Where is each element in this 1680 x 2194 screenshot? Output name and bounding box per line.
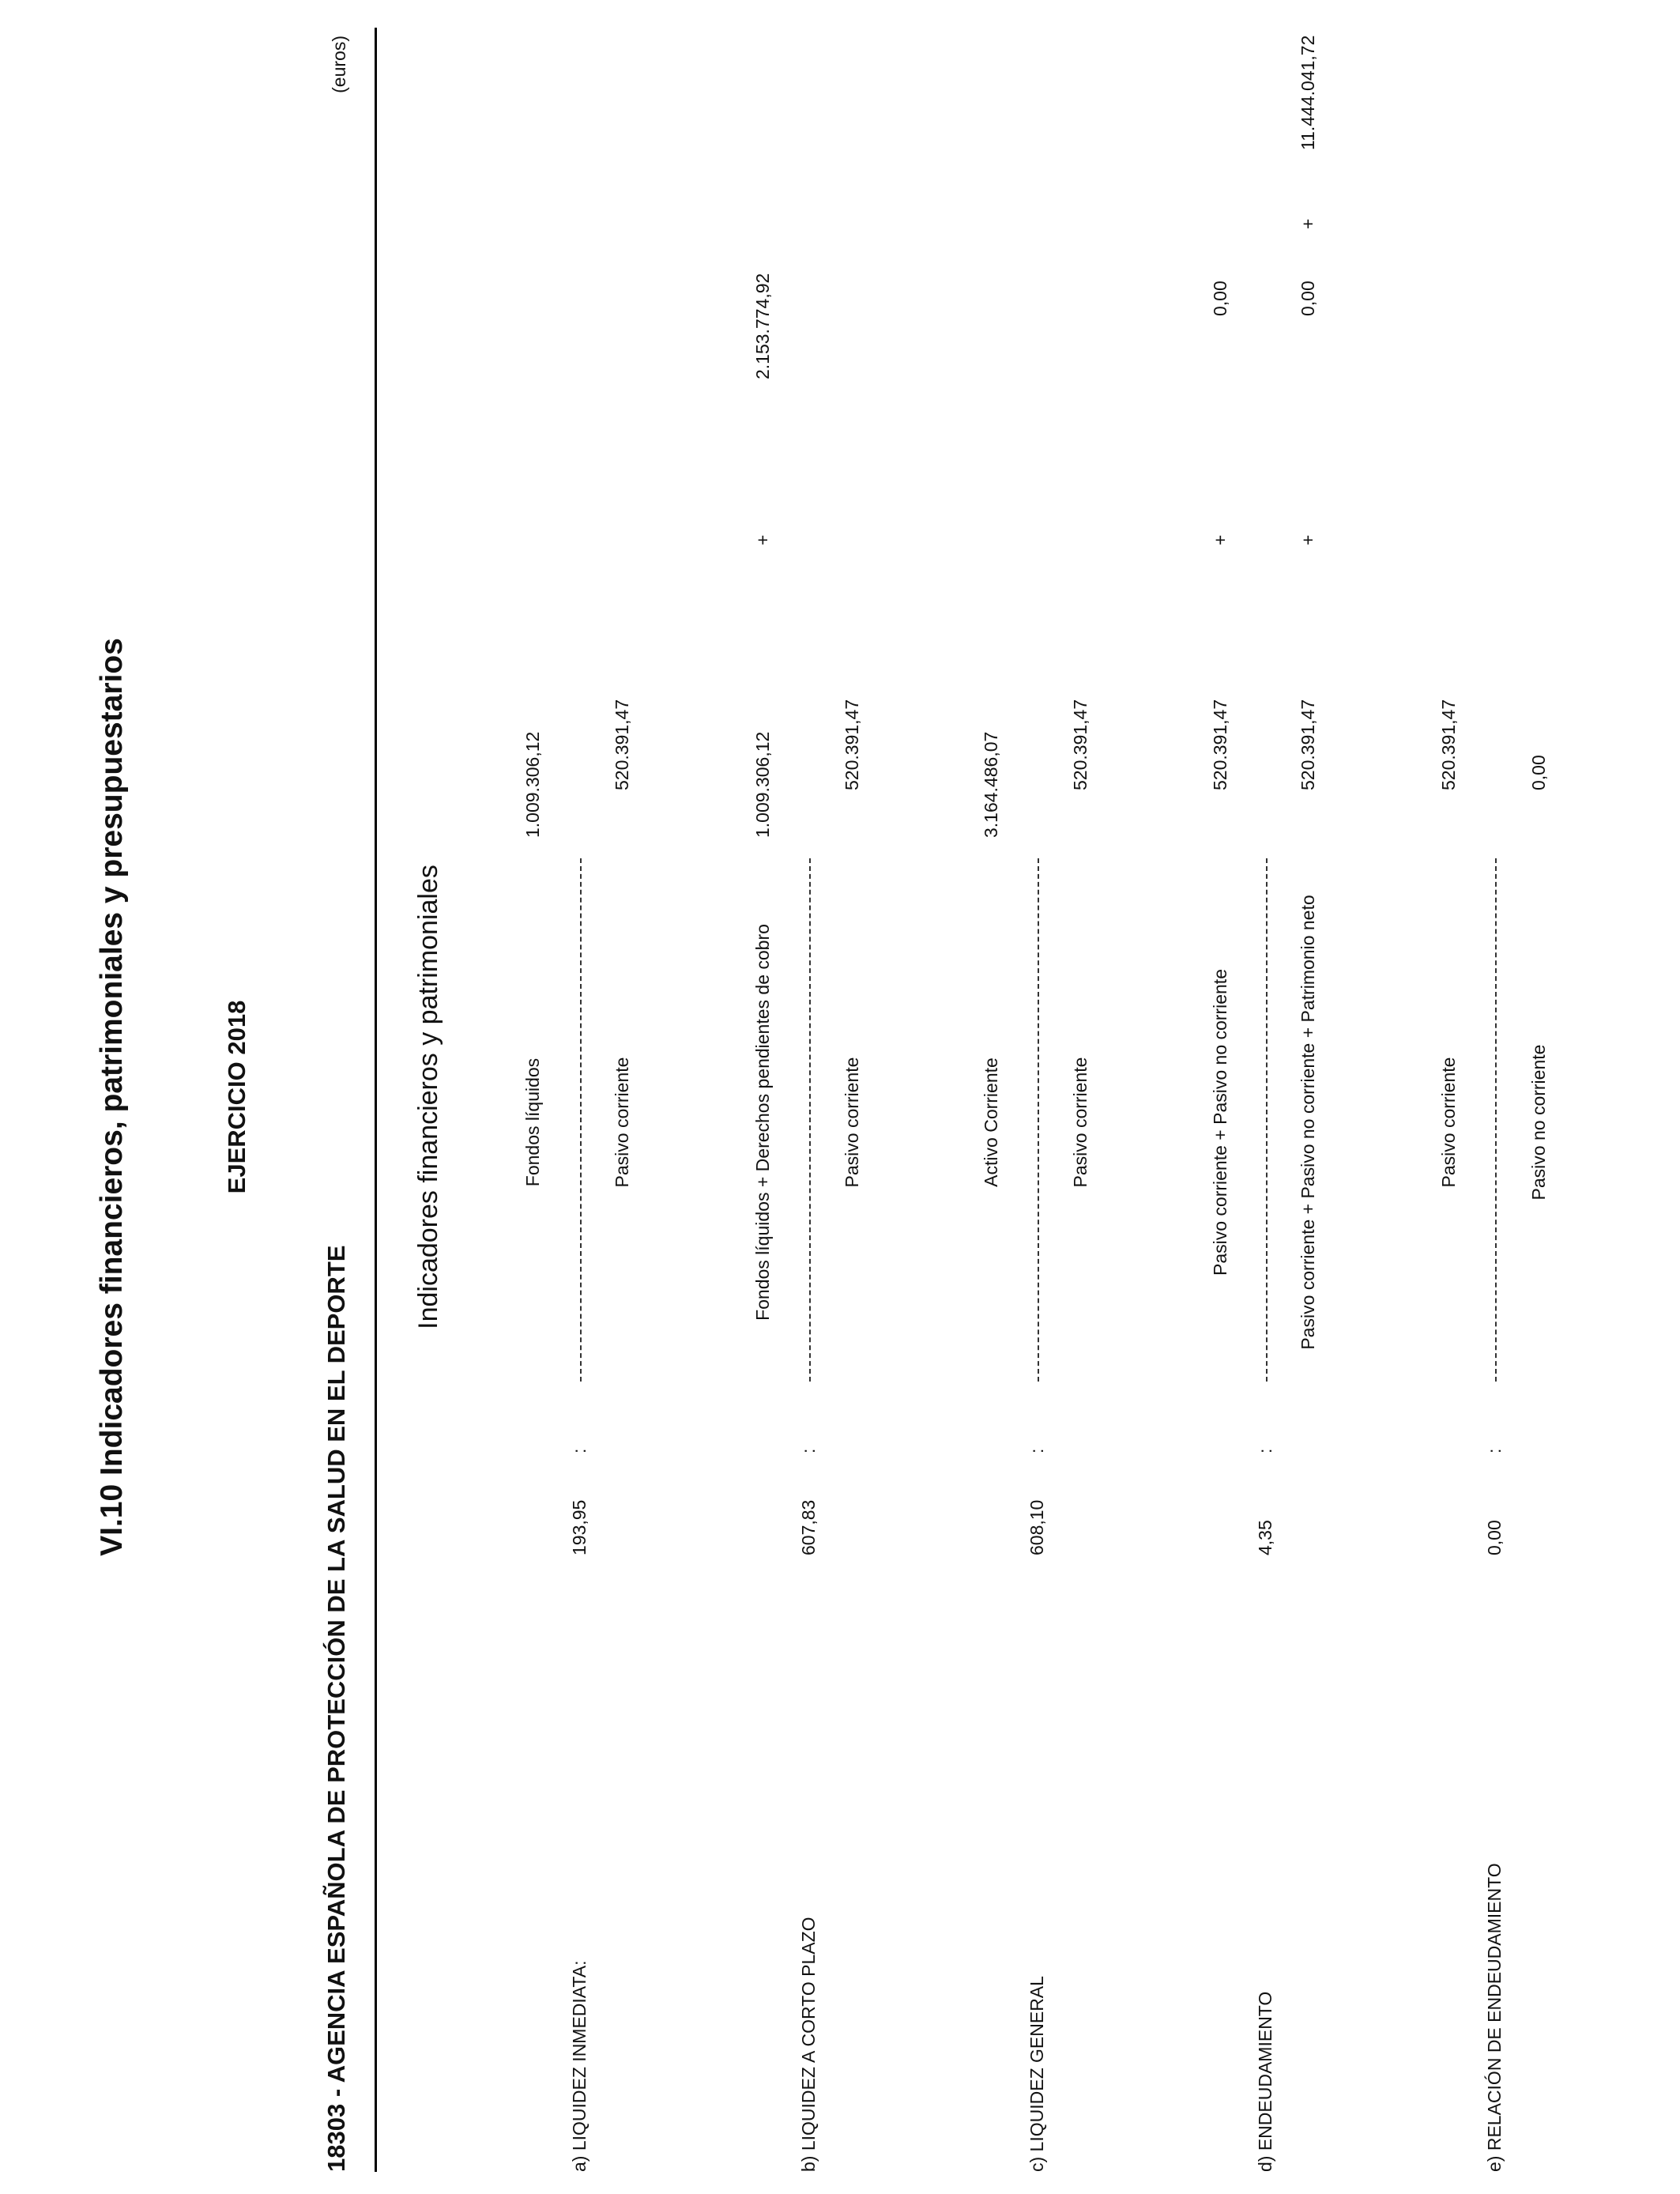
header-rule	[375, 28, 377, 2172]
numerator-plus: +	[752, 534, 773, 545]
indicator-result: 0,00	[1484, 1520, 1505, 1555]
numerator-value: 1.009.306,12	[752, 731, 773, 838]
numerator-formula: Fondos líquidos	[522, 1057, 543, 1187]
denominator-value: 520.391,47	[1070, 699, 1090, 790]
indicator-result: 607,83	[798, 1499, 819, 1555]
numerator-formula: Fondos líquidos + Derechos pendientes de cobro	[752, 924, 773, 1321]
indicator-label: a) LIQUIDEZ INMEDIATA:	[569, 1960, 590, 2172]
denominator-formula: Pasivo no corriente	[1528, 1044, 1549, 1201]
numerator-value: 520.391,47	[1438, 699, 1459, 790]
indicator-label: d) ENDEUDAMIENTO	[1255, 1991, 1275, 2172]
indicator-colon: :	[1026, 1448, 1047, 1453]
numerator-value: 3.164.486,07	[981, 731, 1001, 838]
numerator-value: 1.009.306,12	[522, 731, 543, 838]
indicator-colon: :	[798, 1448, 819, 1453]
denominator-plus: +	[1298, 218, 1318, 229]
numerator-value: 0,00	[1210, 281, 1230, 316]
indicator-label: c) LIQUIDEZ GENERAL	[1026, 1976, 1047, 2172]
denominator-formula: Pasivo corriente	[1070, 1057, 1090, 1188]
fraction-line	[1266, 858, 1268, 1382]
indicator-label: e) RELACIÓN DE ENDEUDAMIENTO	[1484, 1863, 1505, 2172]
report-title: VI.10 Indicadores financieros, patrimoniales y presupuestarios	[95, 638, 129, 1556]
denominator-formula: Pasivo corriente + Pasivo no corriente + Patrimonio neto	[1298, 895, 1318, 1350]
section-title: Indicadores financieros y patrimoniales	[413, 865, 443, 1329]
denominator-value: 520.391,47	[612, 699, 632, 790]
denominator-formula: Pasivo corriente	[842, 1057, 862, 1188]
fraction-line	[1495, 858, 1497, 1382]
denominator-formula: Pasivo corriente	[612, 1057, 632, 1188]
indicator-colon: :	[1255, 1448, 1275, 1453]
denominator-value: 0,00	[1528, 755, 1549, 790]
entity-heading: 18303 - AGENCIA ESPAÑOLA DE PROTECCIÓN DE LA SALUD EN EL DEPORTE	[322, 1245, 350, 2172]
numerator-formula: Pasivo corriente + Pasivo no corriente	[1210, 968, 1230, 1276]
numerator-value: 520.391,47	[1210, 699, 1230, 790]
denominator-plus: +	[1298, 534, 1318, 545]
numerator-plus: +	[1210, 534, 1230, 545]
numerator-value: 2.153.774,92	[752, 273, 773, 379]
fraction-line	[1038, 858, 1039, 1382]
denominator-value: 11.444.041,72	[1298, 35, 1318, 150]
numerator-formula: Activo Corriente	[981, 1057, 1001, 1187]
numerator-formula: Pasivo corriente	[1438, 1057, 1459, 1188]
indicator-colon: :	[1484, 1448, 1505, 1453]
denominator-value: 520.391,47	[1298, 699, 1318, 790]
denominator-value: 0,00	[1298, 281, 1318, 316]
currency-note: (euros)	[329, 36, 349, 93]
fraction-line	[580, 858, 582, 1382]
ejercicio-heading: EJERCICIO 2018	[223, 1000, 250, 1194]
indicator-result: 193,95	[569, 1499, 590, 1555]
fraction-line	[809, 858, 811, 1382]
indicator-result: 4,35	[1255, 1520, 1275, 1555]
indicator-colon: :	[569, 1448, 590, 1453]
indicator-result: 608,10	[1026, 1499, 1047, 1555]
denominator-value: 520.391,47	[842, 699, 862, 790]
indicator-label: b) LIQUIDEZ A CORTO PLAZO	[798, 1917, 819, 2172]
